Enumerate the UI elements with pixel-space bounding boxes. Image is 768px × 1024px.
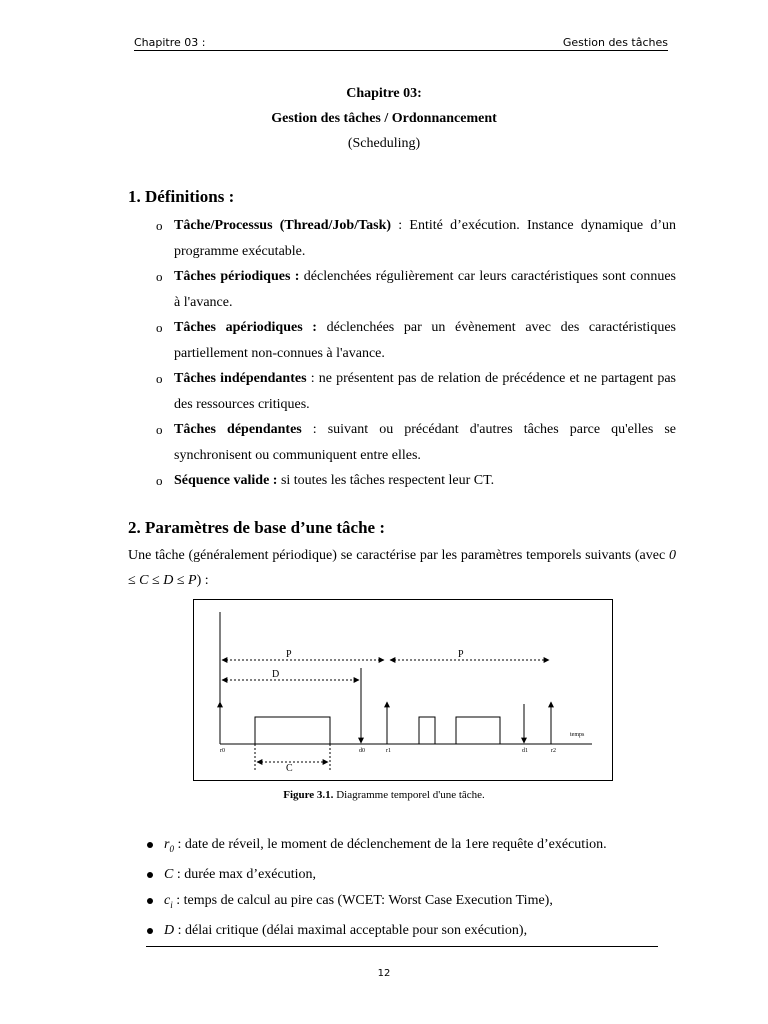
- para-text: Une tâche (généralement périodique) se caractérise par les paramètres temporels suivants (avec: [128, 548, 669, 563]
- definition-item: [156, 468, 676, 494]
- label-r0: r0: [220, 748, 225, 754]
- definition-term: Tâches périodiques :: [174, 269, 300, 284]
- param-subscript: i: [170, 899, 173, 910]
- label-period-2: P: [458, 649, 464, 660]
- definition-item: [156, 366, 676, 417]
- timing-diagram: [194, 600, 612, 780]
- label-d0: d0: [359, 748, 365, 754]
- para-inequality: 0 ≤ C ≤ D ≤ P: [128, 548, 676, 588]
- footnote-separator: [146, 946, 658, 947]
- definition-text: : Entité d’exécution. Instance dynamique d’un programme exécutable.: [174, 218, 676, 259]
- label-d1: d1: [522, 748, 528, 754]
- definition-term: Tâches indépendantes: [174, 371, 307, 386]
- param-symbol: c: [164, 892, 171, 908]
- definition-term: Tâches apériodiques :: [174, 320, 317, 335]
- label-r1: r1: [386, 748, 391, 754]
- parameter-item: [146, 862, 676, 888]
- section-2-heading: 2. Paramètres de base d’une tâche :: [128, 518, 386, 537]
- definition-text: si toutes les tâches respectent leur CT.: [277, 473, 495, 488]
- param-text: : durée max d’exécution,: [173, 866, 317, 882]
- parameter-item: [146, 832, 676, 862]
- parameter-item: [146, 888, 676, 918]
- label-period-1: P: [286, 649, 292, 660]
- definition-text: : suivant ou précédant d'autres tâches parce qu'elles se synchronisent ou communiquent entre elles.: [174, 422, 676, 463]
- definition-item: [156, 417, 676, 468]
- definition-item: [156, 264, 676, 315]
- caption-text: Diagramme temporel d'une tâche.: [333, 789, 485, 801]
- definition-text: déclenchées régulièrement car leurs caractéristiques sont connues à l'avance.: [174, 269, 676, 310]
- label-temps: temps: [570, 732, 585, 738]
- execution-block: [419, 717, 435, 744]
- chapter-subtitle-en: (Scheduling): [347, 136, 421, 151]
- label-r2: r2: [551, 748, 556, 754]
- definition-term: Tâche/Processus (Thread/Job/Task): [174, 218, 392, 233]
- label-deadline: D: [272, 669, 280, 680]
- chapter-title: Chapitre 03:: [346, 86, 422, 101]
- definition-item: [156, 213, 676, 264]
- header-chapter: Chapitre 03 :: [134, 36, 206, 49]
- parameter-item: [146, 918, 676, 944]
- definition-term: Tâches dépendantes: [174, 422, 302, 437]
- parameter-list: [146, 832, 676, 944]
- param-text: : date de réveil, le moment de déclenchement de la 1ere requête d’exécution.: [173, 837, 607, 852]
- figure-frame: [193, 599, 613, 781]
- figure-caption: [0, 789, 768, 801]
- section-1-heading: 1. Définitions :: [128, 187, 235, 206]
- section-2-paragraph: [128, 543, 676, 593]
- para-text-end: ) :: [196, 573, 209, 588]
- definitions-list: [156, 213, 676, 494]
- param-text: : temps de calcul au pire cas (WCET: Worst Case Execution Time),: [172, 892, 553, 908]
- param-symbol: C: [164, 866, 174, 882]
- chapter-subtitle: Gestion des tâches / Ordonnancement: [271, 111, 497, 126]
- param-subscript: 0: [169, 843, 174, 854]
- param-symbol: D: [164, 922, 175, 938]
- definition-text: déclenchées par un évènement avec des caractéristiques partiellement non-connues à l'avance.: [174, 320, 676, 361]
- page-number: 12: [377, 968, 391, 979]
- definition-item: [156, 315, 676, 366]
- definition-term: Séquence valide :: [174, 473, 278, 488]
- page-header: [134, 34, 668, 51]
- param-text: : délai critique (délai maximal acceptable pour son exécution),: [174, 922, 528, 938]
- caption-number: Figure 3.1.: [283, 789, 334, 801]
- header-topic: Gestion des tâches: [562, 36, 668, 49]
- execution-block: [255, 717, 330, 744]
- definition-text: : ne présentent pas de relation de précédence et ne partagent pas des ressources critiques.: [174, 371, 676, 412]
- execution-block: [456, 717, 500, 744]
- label-exec-time: C: [286, 763, 293, 774]
- param-symbol: r: [164, 837, 170, 852]
